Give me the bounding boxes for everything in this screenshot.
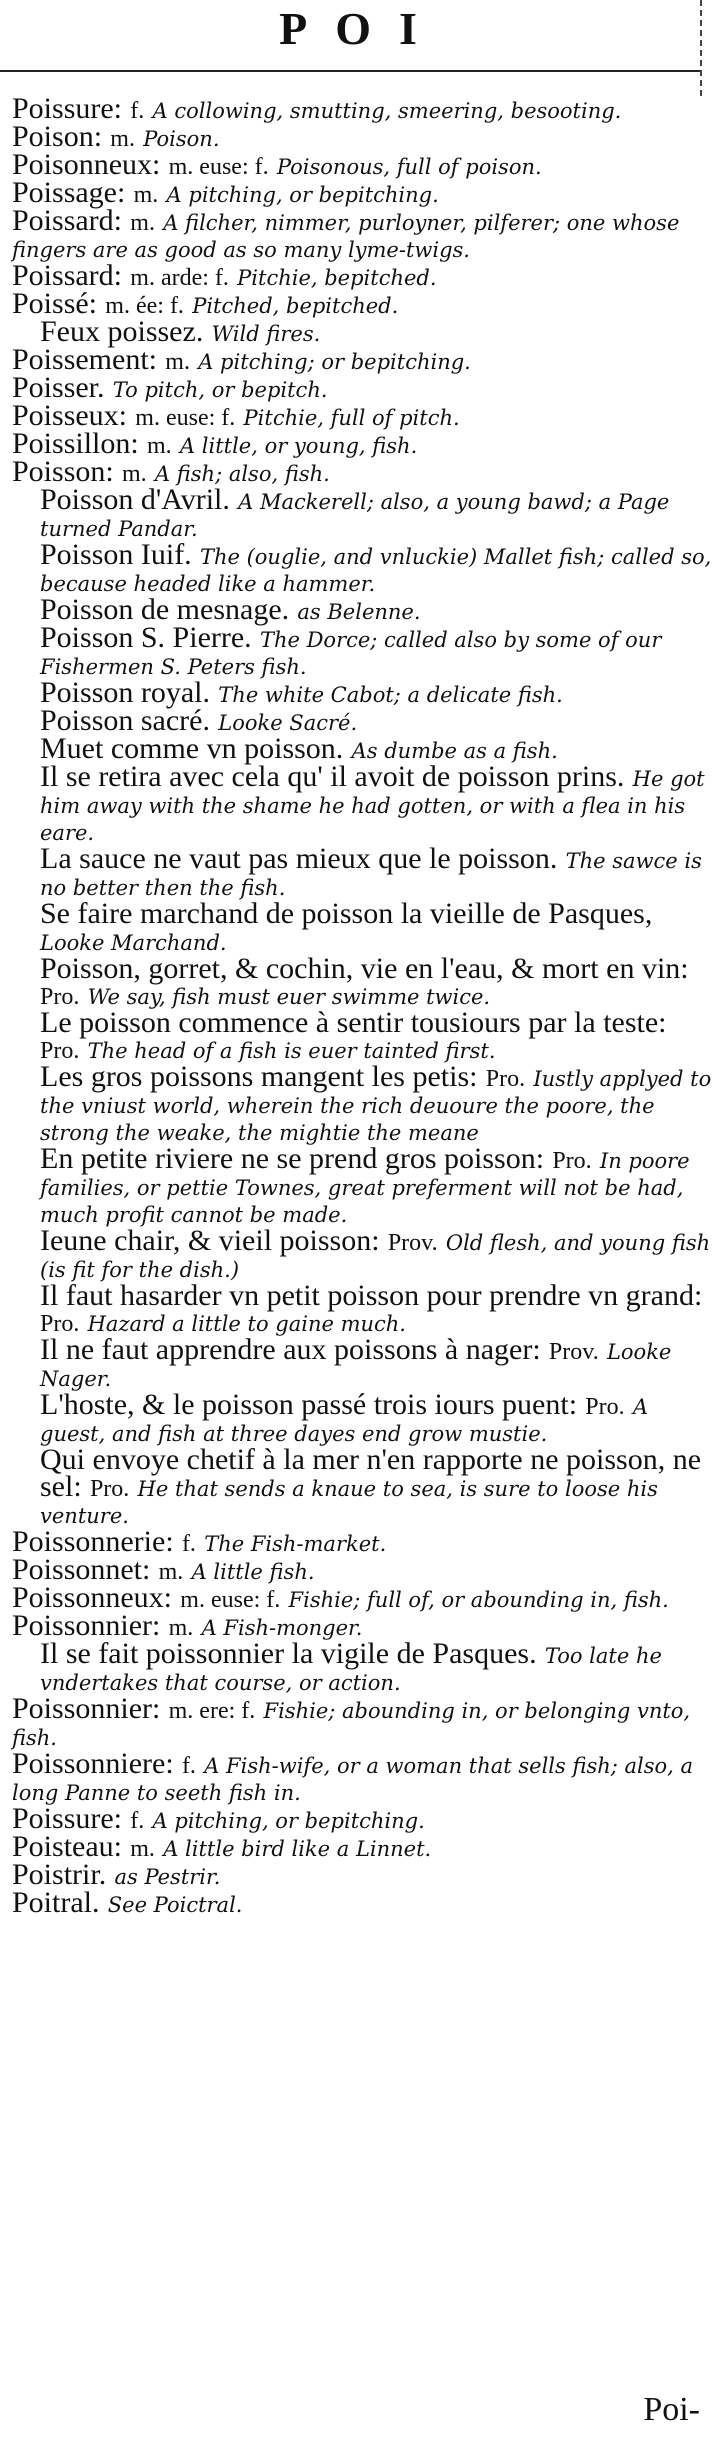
entry-gloss: A pitching, or bepitching. bbox=[152, 1809, 425, 1833]
entry-gloss: A Fish-wife, or a woman that sells fish; also, a long Panne to seeth fish in. bbox=[12, 1754, 694, 1805]
entry-gloss: A pitching, or bepitching. bbox=[166, 183, 439, 207]
entry-grammar: Pro. bbox=[552, 1148, 592, 1174]
entry-headword: Poistrir. bbox=[12, 1858, 107, 1891]
entry-grammar: Pro. bbox=[485, 1066, 526, 1092]
column-edge-rule bbox=[700, 0, 702, 96]
entry-grammar: f. bbox=[181, 1531, 196, 1557]
dictionary-entry bbox=[12, 427, 714, 460]
entry-gloss: Fishie; abounding in, or belonging vnto, fish. bbox=[12, 1699, 691, 1750]
entry-headword: Poisson royal. bbox=[40, 676, 211, 709]
entry-gloss: Poison. bbox=[143, 127, 220, 151]
sub-entry bbox=[12, 760, 714, 846]
entry-headword: Poissé: bbox=[12, 287, 98, 320]
entry-gloss: A little, or young, fish. bbox=[179, 434, 418, 458]
entry-grammar: Prov. bbox=[387, 1230, 438, 1256]
sub-entry bbox=[12, 1060, 714, 1146]
entry-headword: Il se fait poissonnier la vigile de Pasques. bbox=[40, 1637, 537, 1670]
entry-headword: Poissard: bbox=[12, 204, 123, 237]
entry-grammar: Pro. bbox=[40, 984, 80, 1010]
entry-grammar: m. bbox=[121, 461, 147, 487]
entry-headword: Poissonneux: bbox=[12, 1581, 173, 1614]
entry-gloss: A little bird like a Linnet. bbox=[163, 1837, 432, 1861]
entry-grammar: m. bbox=[110, 126, 135, 152]
entry-gloss: Looke Sacré. bbox=[218, 711, 358, 735]
entry-gloss: Wild fires. bbox=[211, 322, 321, 346]
entry-gloss: The white Cabot; a delicate fish. bbox=[218, 683, 563, 707]
entry-gloss: The Dorce; called also by some of our Fishermen S. Peters fish. bbox=[40, 628, 662, 679]
dictionary-entry bbox=[12, 259, 714, 292]
entry-headword: Poison: bbox=[12, 120, 103, 153]
entry-list bbox=[12, 92, 714, 1919]
entry-gloss: A filcher, nimmer, purloyner, pilferer; one whose fingers are as good as so many lyme-twigs. bbox=[12, 211, 680, 262]
entry-headword: Poisson: bbox=[12, 455, 114, 488]
sub-entry bbox=[12, 952, 714, 1010]
entry-headword: L'hoste, & le poisson passé trois iours puent: bbox=[40, 1388, 578, 1421]
entry-grammar: m. bbox=[133, 182, 159, 208]
entry-gloss: Old flesh, and young fish (is fit for the dish.) bbox=[40, 1231, 711, 1282]
sub-entry bbox=[12, 538, 714, 597]
entry-gloss: A Mackerell; also, a young bawd; a Page turned Pandar. bbox=[40, 490, 670, 541]
entry-grammar: f. bbox=[181, 1753, 196, 1779]
entry-gloss: The (ouglie, and vnluckie) Mallet fish; called so, because headed like a hammer. bbox=[40, 545, 712, 596]
entry-gloss: See Poictral. bbox=[107, 1893, 243, 1917]
entry-grammar: m. euse: f. bbox=[180, 1587, 281, 1613]
header-rule bbox=[0, 70, 700, 72]
entry-gloss: A Fish-monger. bbox=[201, 1616, 363, 1640]
entry-gloss: The Fish-market. bbox=[204, 1532, 387, 1556]
entry-headword: Poisson d'Avril. bbox=[40, 483, 230, 516]
entry-grammar: m. euse: f. bbox=[135, 405, 236, 431]
entry-headword: Poissonnerie: bbox=[12, 1525, 174, 1558]
entry-gloss: Hazard a little to gaine much. bbox=[87, 1312, 406, 1336]
sub-entry bbox=[12, 1142, 714, 1228]
entry-gloss: The sawce is no better then the fish. bbox=[40, 849, 702, 900]
dictionary-entry bbox=[12, 1692, 714, 1751]
entry-headword: Poissure: bbox=[12, 92, 123, 125]
entry-headword: Poissonnier: bbox=[12, 1692, 161, 1725]
entry-gloss: As dumbe as a fish. bbox=[351, 739, 558, 763]
entry-grammar: m. euse: f. bbox=[168, 154, 269, 180]
sub-entry bbox=[12, 1443, 714, 1529]
entry-gloss: as Belenne. bbox=[297, 600, 421, 624]
dictionary-entry bbox=[12, 1830, 714, 1863]
entry-headword: Poisson sacré. bbox=[40, 704, 210, 737]
entry-headword: Poissage: bbox=[12, 176, 126, 209]
sub-entry bbox=[12, 621, 714, 680]
entry-gloss: We say, fish must euer swimme twice. bbox=[87, 985, 491, 1009]
dictionary-entry bbox=[12, 204, 714, 263]
entry-gloss: A collowing, smutting, smeering, besooting. bbox=[152, 99, 622, 123]
entry-gloss: A pitching; or bepitching. bbox=[198, 350, 471, 374]
entry-headword: Feux poissez. bbox=[40, 315, 204, 348]
catchword: Poi- bbox=[643, 2391, 700, 2428]
entry-grammar: Pro. bbox=[89, 1476, 130, 1502]
entry-headword: Poisteau: bbox=[12, 1830, 122, 1863]
entry-headword: Poisson de mesnage. bbox=[40, 593, 290, 626]
entry-grammar: Pro. bbox=[40, 1311, 80, 1337]
entry-headword: Poisson S. Pierre. bbox=[40, 621, 252, 654]
entry-headword: Poissonniere: bbox=[12, 1747, 174, 1780]
entry-headword: Poitral. bbox=[12, 1886, 100, 1919]
entry-headword: Poisson, gorret, & cochin, vie en l'eau, & mort en vin: bbox=[40, 952, 689, 985]
dictionary-entry bbox=[12, 1858, 714, 1891]
sub-entry bbox=[12, 1333, 714, 1392]
entry-gloss: Too late he vndertakes that course, or action. bbox=[40, 1644, 662, 1695]
entry-grammar: f. bbox=[130, 98, 145, 124]
entry-headword: Poisson Iuif. bbox=[40, 538, 192, 571]
page-header bbox=[0, 0, 724, 78]
entry-headword: Le poisson commence à sentir tousiours par la teste: bbox=[40, 1006, 667, 1039]
entry-gloss: Pitchie, bepitched. bbox=[237, 266, 437, 290]
dictionary-entry bbox=[12, 343, 714, 376]
entry-headword: Muet comme vn poisson. bbox=[40, 732, 344, 765]
entry-headword: Poissard: bbox=[12, 259, 123, 292]
entry-gloss: A guest, and fish at three dayes end grow mustie. bbox=[40, 1395, 649, 1446]
entry-grammar: m. bbox=[130, 1836, 155, 1862]
sub-entry bbox=[12, 1388, 714, 1447]
entry-grammar: Prov. bbox=[548, 1339, 599, 1365]
entry-gloss: Looke Nager. bbox=[40, 1340, 672, 1391]
entry-gloss: A fish; also, fish. bbox=[154, 462, 330, 486]
entry-headword: Poisseux: bbox=[12, 399, 128, 432]
sub-entry bbox=[12, 483, 714, 542]
entry-grammar: m. arde: f. bbox=[130, 265, 229, 291]
entry-grammar: m. bbox=[146, 433, 172, 459]
entry-grammar: f. bbox=[130, 1808, 145, 1834]
entry-grammar: Pro. bbox=[585, 1394, 625, 1420]
entry-gloss: as Pestrir. bbox=[114, 1865, 221, 1889]
entry-gloss: Pitched, bepitched. bbox=[192, 294, 399, 318]
entry-gloss: He that sends a knaue to sea, is sure to loose his venture. bbox=[40, 1477, 658, 1528]
entry-headword: Il se retira avec cela qu' il avoit de poisson prins. bbox=[40, 760, 625, 793]
running-head: POI bbox=[279, 3, 445, 54]
entry-headword: Poissonnier: bbox=[12, 1609, 161, 1642]
entry-headword: La sauce ne vaut pas mieux que le poisson. bbox=[40, 842, 558, 875]
entry-headword: Poissillon: bbox=[12, 427, 139, 460]
entry-gloss: He got him away with the shame he had gotten, or with a flea in his eare. bbox=[40, 767, 705, 845]
dictionary-entry bbox=[12, 1886, 714, 1919]
dictionary-entry bbox=[12, 1747, 714, 1806]
dictionary-entry bbox=[12, 92, 714, 125]
entry-gloss: The head of a fish is euer tainted first. bbox=[87, 1039, 496, 1063]
sub-entry bbox=[12, 1279, 714, 1337]
entry-headword: En petite riviere ne se prend gros poisson: bbox=[40, 1142, 545, 1175]
entry-gloss: A little fish. bbox=[191, 1560, 315, 1584]
sub-entry bbox=[12, 842, 714, 901]
entry-gloss: Iustly applyed to the vniust world, wherein the rich deuoure the poore, the strong the weake, the mightie the meane bbox=[40, 1067, 712, 1145]
entry-gloss: Looke Marchand. bbox=[40, 931, 227, 955]
entry-grammar: m. ere: f. bbox=[168, 1698, 256, 1724]
sub-entry bbox=[12, 897, 714, 956]
entry-headword: Poissure: bbox=[12, 1802, 123, 1835]
entry-headword: Se faire marchand de poisson la vieille de Pasques, bbox=[40, 897, 653, 930]
entry-headword: Ieune chair, & vieil poisson: bbox=[40, 1224, 380, 1257]
entry-gloss: Fishie; full of, or abounding in, fish. bbox=[288, 1588, 669, 1612]
sub-entry bbox=[12, 1224, 714, 1283]
entry-grammar: m. bbox=[165, 349, 190, 375]
entry-headword: Qui envoye chetif à la mer n'en rapporte ne poisson, ne sel: bbox=[40, 1443, 702, 1503]
sub-entry bbox=[12, 1637, 714, 1696]
entry-headword: Les gros poissons mangent les petis: bbox=[40, 1060, 478, 1093]
entry-grammar: m. bbox=[168, 1615, 194, 1641]
entry-grammar: m. ée: f. bbox=[105, 293, 184, 319]
entry-gloss: Poisonous, full of poison. bbox=[276, 155, 542, 179]
entry-headword: Poissonnet: bbox=[12, 1553, 151, 1586]
entry-grammar: Pro. bbox=[40, 1038, 80, 1064]
entry-headword: Il ne faut apprendre aux poissons à nager: bbox=[40, 1333, 541, 1366]
sub-entry bbox=[12, 1006, 714, 1064]
entry-grammar: m. bbox=[158, 1559, 184, 1585]
entry-gloss: Pitchie, full of pitch. bbox=[243, 406, 460, 430]
entry-headword: Poisonneux: bbox=[12, 148, 161, 181]
entry-headword: Poissement: bbox=[12, 343, 158, 376]
entry-gloss: To pitch, or bepitch. bbox=[112, 378, 328, 402]
entry-headword: Poisser. bbox=[12, 371, 105, 404]
entry-grammar: m. bbox=[130, 210, 155, 236]
entry-gloss: In poore families, or pettie Townes, great preferment will not be had, much profit cannot be made. bbox=[40, 1149, 690, 1227]
entry-headword: Il faut hasarder vn petit poisson pour prendre vn grand: bbox=[40, 1279, 703, 1312]
